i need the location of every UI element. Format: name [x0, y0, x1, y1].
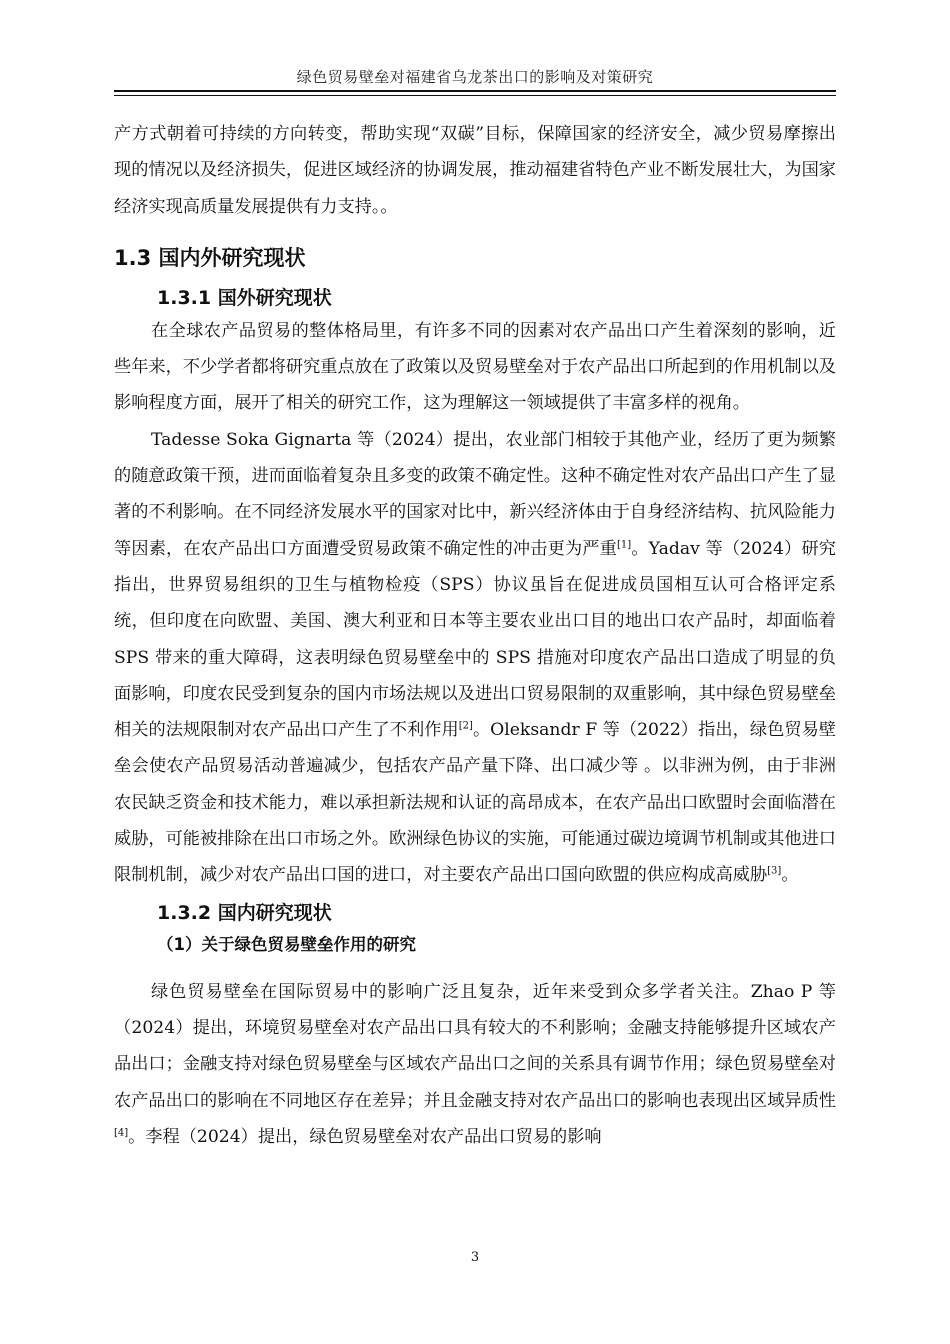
subsection-heading-1-3-1: 1.3.1 国外研究现状: [157, 286, 332, 309]
text-segment: Tadesse Soka Gignarta 等（2024）提出，农业部门相较于其他产业，经历了更为频繁的随意政策干预，进而面临着复杂且多变的政策不确定性。这种不确定性对农产品出口产生了显著的不利影响。在不同经济发展水平的国家对比中，新兴经济体由于自身经济结构、抗风险能力等因素，在农产品出口方面遭受贸易政策不确定性的冲击更为严重: [114, 429, 836, 559]
citation-ref-4: [4]: [114, 1127, 129, 1139]
text-segment: 。李程（2024）提出，绿色贸易壁垒对农产品出口贸易的影响: [128, 1126, 602, 1147]
text-segment: 。Oleksandr F 等（2022）指出，绿色贸易壁垒会使农产品贸易活动普遍减少，包括农产品产量下降、出口减少等 。以非洲为例，由于非洲农民缺乏资金和技术能力，难以承担新法规和认证的高昂成本，在农产品出口欧盟时会面临潜在威胁，可能被排除在出口市场之外。欧洲绿色协议的实施，可能通过碳边境调节机制或其他进口限制机制，减少对农产品出口国的进口，对主要农产品出口国向欧盟的供应构成高威胁: [114, 720, 836, 886]
citation-ref-2: [2]: [458, 720, 473, 732]
header-rule-thin: [114, 95, 836, 96]
paragraph-domestic-studies: [114, 974, 836, 1155]
header-rule-thick: [114, 90, 836, 92]
paragraph-foreign-studies: [114, 422, 836, 894]
paragraph-continuation: 产方式朝着可持续的方向转变，帮助实现“双碳”目标，保障国家的经济安全，减少贸易摩擦出现的情况以及经济损失，促进区域经济的协调发展，推动福建省特色产业不断发展壮大，为国家经济实现高质量发展提供有力支持。。: [114, 124, 836, 217]
page-number: 3: [470, 1250, 480, 1265]
sub-subsection-heading: （1）关于绿色贸易壁垒作用的研究: [157, 934, 416, 954]
text-segment: 。Yadav 等（2024）研究指出，世界贸易组织的卫生与植物检疫（SPS）协议虽旨在促进成员国相互认可合格评定系统，但印度在向欧盟、美国、澳大利亚和日本等主要农业出口目的地出口农产品时，却面临着 SPS 带来的重大障碍，这表明绿色贸易壁垒中的 SPS 措施对印度农产品出口造成了明显的负面影响，印度农民受到复杂的国内市场法规以及进出口贸易限制的双重影响，其中绿色贸易壁垒相关的法规限制对农产品出口产生了不利作用: [114, 538, 836, 741]
text-segment: 。: [781, 865, 799, 886]
page-body: [114, 116, 836, 1155]
running-header: 绿色贸易壁垒对福建省乌龙茶出口的影响及对策研究: [296, 68, 654, 86]
citation-ref-1: [1]: [617, 538, 632, 550]
section-heading-1-3: 1.3 国内外研究现状: [114, 245, 306, 270]
citation-ref-3: [3]: [767, 865, 782, 877]
text-segment: 绿色贸易壁垒在国际贸易中的影响广泛且复杂，近年来受到众多学者关注。Zhao P 等（2024）提出，环境贸易壁垒对农产品出口具有较大的不利影响；金融支持能够提升区域农产品出口；金融支持对绿色贸易壁垒与区域农产品出口之间的关系具有调节作用；绿色贸易壁垒对农产品出口的影响在不同地区存在差异；并且金融支持对农产品出口的影响也表现出区域异质性: [114, 981, 836, 1111]
subsection-heading-1-3-2: 1.3.2 国内研究现状: [157, 901, 332, 924]
paragraph-foreign-intro: 在全球农产品贸易的整体格局里，有许多不同的因素对农产品出口产生着深刻的影响，近些年来，不少学者都将研究重点放在了政策以及贸易壁垒对于农产品出口所起到的作用机制以及影响程度方面，展开了相关的研究工作，这为理解这一领域提供了丰富多样的视角。: [114, 320, 836, 414]
